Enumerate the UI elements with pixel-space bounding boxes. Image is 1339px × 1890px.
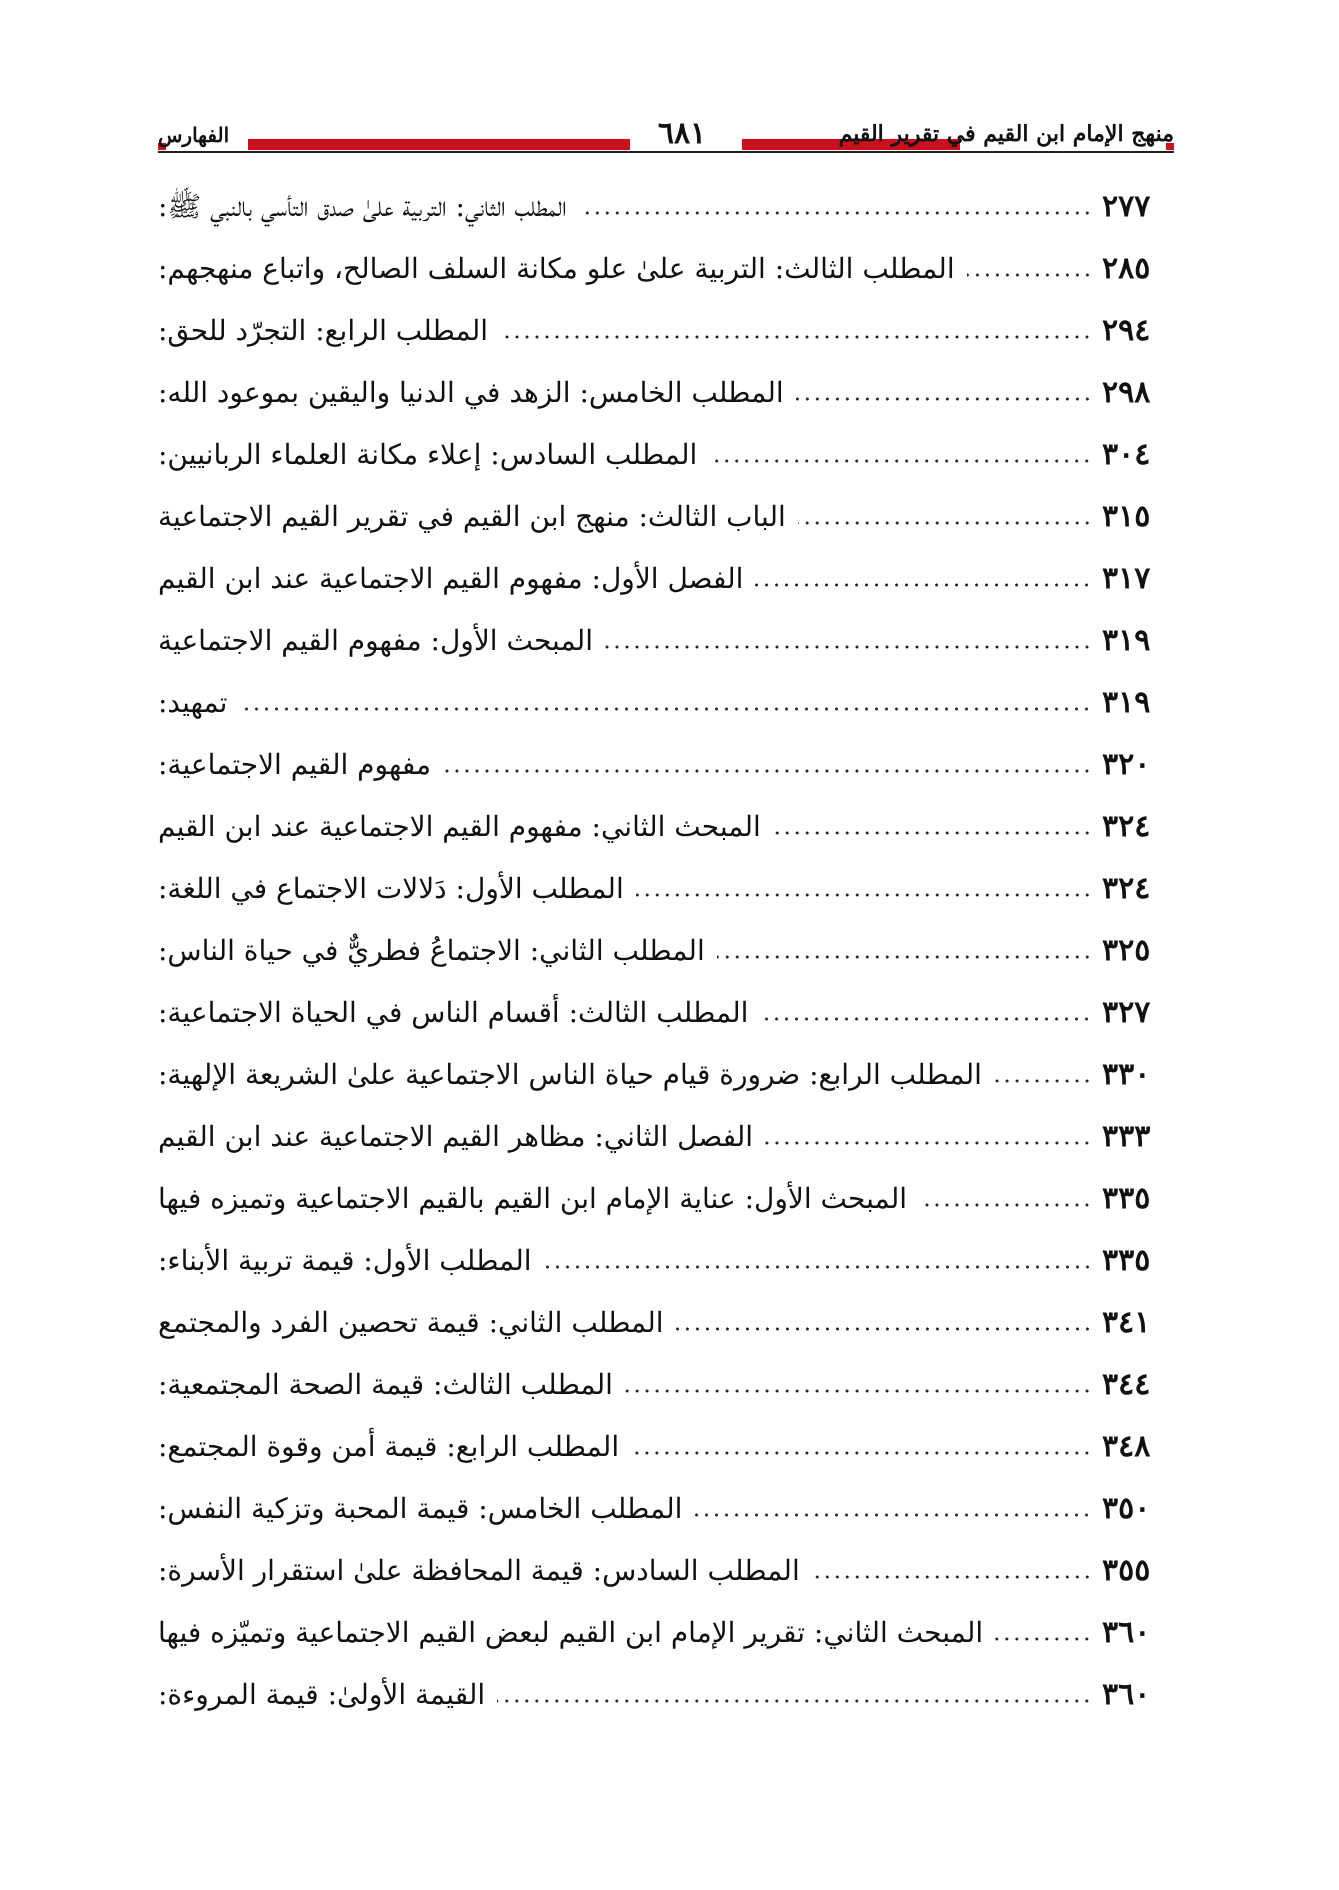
toc-entry-page: ٣١٩ (1102, 623, 1151, 658)
toc-entry-page: ٢٨٥ (1102, 251, 1151, 286)
toc-entry[interactable] (158, 1044, 1174, 1106)
toc-entry-page: ٣٣٠ (1102, 1057, 1151, 1092)
toc-entry-title: المبحث الثاني: مفهوم القيم الاجتماعية عند ابن القيم (158, 810, 761, 843)
table-of-contents (158, 176, 1174, 1726)
toc-entry-title: المبحث الأول: عناية الإمام ابن القيم بالقيم الاجتماعية وتميزه فيها (158, 1182, 908, 1215)
toc-entry-page: ٣٠٤ (1102, 437, 1151, 472)
toc-entry-title: المطلب الثاني: قيمة تحصين الفرد والمجتمع (158, 1306, 664, 1339)
toc-entry-title: المبحث الأول: مفهوم القيم الاجتماعية (158, 624, 593, 657)
toc-entry-title: الفصل الأول: مفهوم القيم الاجتماعية عند ابن القيم (158, 562, 744, 595)
toc-entry[interactable] (158, 610, 1174, 672)
toc-entry[interactable] (158, 176, 1174, 238)
toc-entry[interactable] (158, 1106, 1174, 1168)
toc-leader-dots (798, 520, 1092, 526)
toc-entry-page: ٣٥٠ (1102, 1491, 1151, 1526)
toc-entry-title: مفهوم القيم الاجتماعية: (158, 748, 432, 781)
toc-entry-title: المطلب الأول: دَلالات الاجتماع في اللغة: (158, 872, 624, 905)
section-title: الفهارس (158, 123, 230, 147)
toc-entry[interactable] (158, 238, 1174, 300)
toc-leader-dots (636, 892, 1092, 898)
toc-entry-page: ٣٥٥ (1102, 1553, 1151, 1588)
toc-leader-dots (694, 1512, 1092, 1518)
toc-leader-dots (812, 1574, 1092, 1580)
toc-entry-title: المطلب الأول: قيمة تربية الأبناء: (158, 1244, 532, 1277)
toc-entry-page: ٣١٩ (1102, 685, 1151, 720)
toc-entry[interactable] (158, 1602, 1174, 1664)
toc-leader-dots (676, 1326, 1092, 1332)
toc-leader-dots (500, 334, 1092, 340)
toc-entry[interactable] (158, 1540, 1174, 1602)
toc-leader-dots (967, 272, 1092, 278)
toc-entry[interactable] (158, 1168, 1174, 1230)
toc-leader-dots (625, 1388, 1092, 1394)
toc-entry-title: المطلب الرابع: ضرورة قيام حياة الناس الاجتماعية علىٰ الشريعة الإلهية: (158, 1058, 982, 1091)
toc-leader-dots (239, 706, 1092, 712)
toc-entry-title: المبحث الثاني: تقرير الإمام ابن القيم لبعض القيم الاجتماعية وتميّزه فيها (158, 1616, 984, 1649)
toc-entry[interactable] (158, 486, 1174, 548)
running-header (158, 118, 1174, 162)
toc-entry-page: ٣١٥ (1102, 499, 1151, 534)
toc-leader-dots (994, 1078, 1092, 1084)
toc-entry-title: المطلب السادس: قيمة المحافظة علىٰ استقرار الأسرة: (158, 1554, 800, 1587)
toc-entry-page: ٢٩٤ (1102, 313, 1151, 348)
toc-leader-dots (760, 1016, 1092, 1022)
toc-leader-dots (631, 1450, 1092, 1456)
toc-entry-page: ٢٧٧ (1102, 189, 1151, 224)
toc-entry-page: ٣٣٥ (1102, 1243, 1151, 1278)
toc-entry-title: المطلب الخامس: قيمة المحبة وتزكية النفس: (158, 1492, 683, 1525)
toc-entry[interactable] (158, 858, 1174, 920)
toc-entry[interactable] (158, 982, 1174, 1044)
toc-entry-page: ٣١٧ (1102, 561, 1151, 596)
toc-entry-title: المطلب الرابع: قيمة أمن وقوة المجتمع: (158, 1430, 620, 1463)
toc-entry[interactable] (158, 1230, 1174, 1292)
header-accent-bar (248, 139, 630, 150)
toc-entry[interactable] (158, 1354, 1174, 1416)
toc-leader-dots (709, 458, 1092, 464)
toc-entry-title: المطلب الثالث: التربية علىٰ علو مكانة السلف الصالح، واتباع منهجهم: (158, 252, 955, 285)
toc-entry-title: تمهيد: (158, 686, 228, 719)
toc-entry-page: ٣٦٠ (1102, 1677, 1151, 1712)
toc-entry-page: ٣٢٤ (1102, 809, 1151, 844)
toc-leader-dots (579, 210, 1092, 216)
toc-entry[interactable] (158, 362, 1174, 424)
toc-entry-title: المطلب الثالث: أقسام الناس في الحياة الاجتماعية: (158, 996, 749, 1029)
toc-entry-page: ٣٢٧ (1102, 995, 1151, 1030)
toc-entry-page: ٢٩٨ (1102, 375, 1151, 410)
toc-entry-title: المطلب الرابع: التجرّد للحق: (158, 314, 489, 347)
toc-leader-dots (717, 954, 1092, 960)
toc-leader-dots (919, 1202, 1092, 1208)
toc-entry-title: المطلب السادس: إعلاء مكانة العلماء الربانيين: (158, 438, 698, 471)
toc-leader-dots (443, 768, 1092, 774)
book-title: منهج الإمام ابن القيم في تقرير القيم (838, 121, 1174, 147)
toc-leader-dots (796, 396, 1092, 402)
toc-entry-title: المطلب الثاني: الاجتماعُ فطريٌّ في حياة الناس: (158, 934, 705, 967)
toc-entry-page: ٣٢٥ (1102, 933, 1151, 968)
page-number: ٦٨١ (657, 116, 707, 151)
toc-entry-page: ٣٣٥ (1102, 1181, 1151, 1216)
toc-leader-dots (755, 582, 1092, 588)
toc-entry[interactable] (158, 796, 1174, 858)
toc-entry-title: المطلب الثالث: قيمة الصحة المجتمعية: (158, 1368, 613, 1401)
toc-leader-dots (995, 1636, 1092, 1642)
toc-entry-page: ٣٤٨ (1102, 1429, 1151, 1464)
toc-entry-title: القيمة الأولىٰ: قيمة المروءة: (158, 1678, 486, 1711)
toc-entry[interactable] (158, 920, 1174, 982)
toc-entry[interactable] (158, 548, 1174, 610)
toc-entry[interactable] (158, 300, 1174, 362)
toc-entry-page: ٣٤٤ (1102, 1367, 1151, 1402)
toc-entry[interactable] (158, 1416, 1174, 1478)
toc-entry[interactable] (158, 1664, 1174, 1726)
toc-entry[interactable] (158, 1478, 1174, 1540)
toc-leader-dots (605, 644, 1092, 650)
toc-entry-page: ٣٤١ (1102, 1305, 1151, 1340)
toc-entry-title: الفصل الثاني: مظاهر القيم الاجتماعية عند ابن القيم (158, 1120, 754, 1153)
toc-entry-page: ٣٣٣ (1102, 1119, 1151, 1154)
toc-leader-dots (497, 1698, 1092, 1704)
toc-entry-page: ٣٦٠ (1102, 1615, 1151, 1650)
header-rule (158, 151, 1174, 153)
toc-entry-page: ٣٢٤ (1102, 871, 1151, 906)
toc-entry[interactable] (158, 424, 1174, 486)
toc-entry-title: الباب الثالث: منهج ابن القيم في تقرير القيم الاجتماعية (158, 500, 786, 533)
toc-entry-page: ٣٢٠ (1102, 747, 1151, 782)
toc-leader-dots (544, 1264, 1092, 1270)
toc-entry-title: المطلب الثاني: التربية علىٰ صدق التأسي بالنبي ﷺ: (158, 190, 567, 223)
toc-leader-dots (765, 1140, 1092, 1146)
toc-entry[interactable] (158, 1292, 1174, 1354)
toc-leader-dots (773, 830, 1092, 836)
toc-entry[interactable] (158, 734, 1174, 796)
toc-entry-title: المطلب الخامس: الزهد في الدنيا واليقين بموعود الله: (158, 376, 784, 409)
toc-entry[interactable] (158, 672, 1174, 734)
